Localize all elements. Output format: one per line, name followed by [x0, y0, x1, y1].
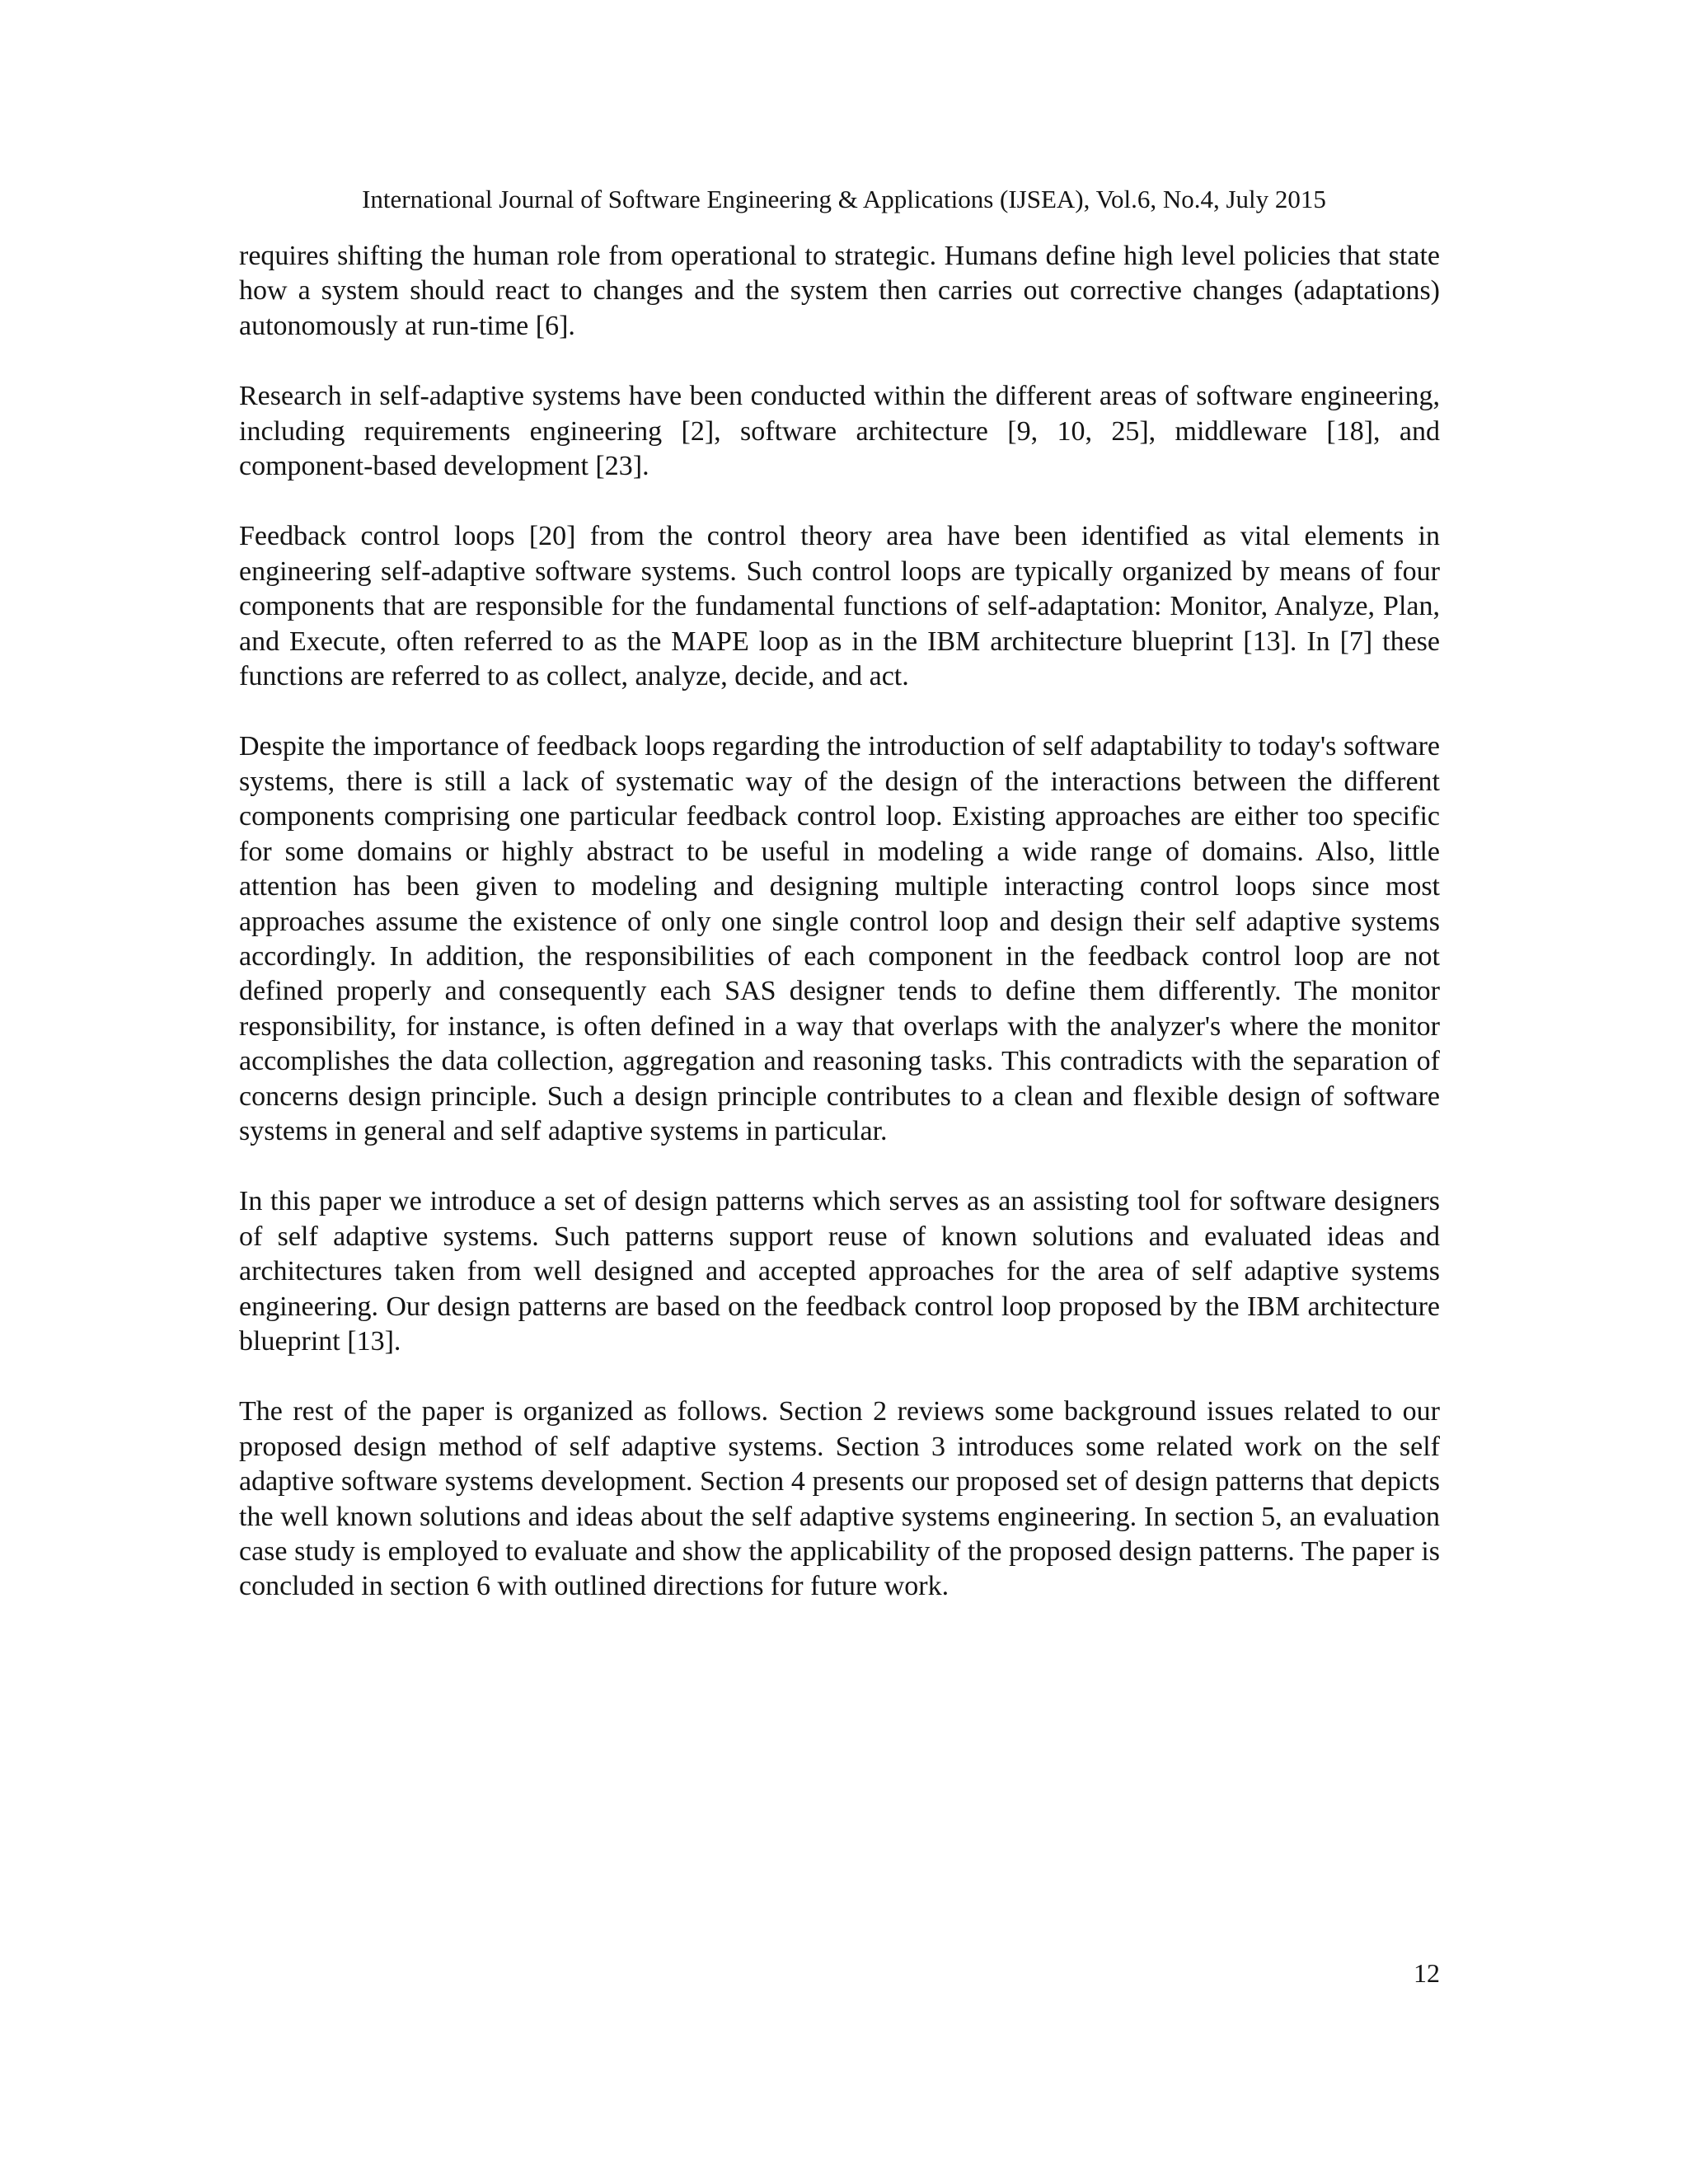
paragraph-1: requires shifting the human role from operational to strategic. Humans define high level policies that state how a system should react to changes and the system then carries out corrective changes (adaptations) autonomously at run-time [6].: [239, 241, 1440, 341]
page-number: 12: [1414, 1958, 1440, 1988]
paragraph-2: Research in self-adaptive systems have been conducted within the different areas of software engineering, including requirements engineering [2], software architecture [9, 10, 25], middleware [18], and component-based development [23].: [239, 381, 1440, 482]
paragraph-3: Feedback control loops [20] from the control theory area have been identified as vital elements in engineering self-adaptive software systems. Such control loops are typically organized by means of four components that are responsible for the fundamental functions of self-adaptation: Monitor, Analyze, Plan, and Execute, often referred to as the MAPE loop as in the IBM architecture blueprint [13]. In [7] these functions are referred to as collect, analyze, decide, and act.: [239, 521, 1440, 692]
paragraph-6: The rest of the paper is organized as follows. Section 2 reviews some background issues related to our proposed design method of self adaptive systems. Section 3 introduces some related work on the self adaptive software systems development. Section 4 presents our proposed set of design patterns that depicts the well known solutions and ideas about the self adaptive systems engineering. In section 5, an evaluation case study is employed to evaluate and show the applicability of the proposed design patterns. The paper is concluded in section 6 with outlined directions for future work.: [239, 1396, 1440, 1602]
running-header: International Journal of Software Engineering & Applications (IJSEA), Vol.6, No.4, July 2015: [362, 185, 1326, 213]
paragraph-5: In this paper we introduce a set of design patterns which serves as an assisting tool for software designers of self adaptive systems. Such patterns support reuse of known solutions and evaluated ideas and architectures taken from well designed and accepted approaches for the area of self adaptive systems engineering. Our design patterns are based on the feedback control loop proposed by the IBM architecture blueprint [13].: [239, 1186, 1440, 1357]
paragraph-4: Despite the importance of feedback loops regarding the introduction of self adaptability to today's software systems, there is still a lack of systematic way of the design of the interactions between the different components comprising one particular feedback control loop. Existing approaches are either too specific for some domains or highly abstract to be useful in modeling a wide range of domains. Also, little attention has been given to modeling and designing multiple interacting control loops since most approaches assume the existence of only one single control loop and design their self adaptive systems accordingly. In addition, the responsibilities of each component in the feedback control loop are not defined properly and consequently each SAS designer tends to define them differently. The monitor responsibility, for instance, is often defined in a way that overlaps with the analyzer's where the monitor accomplishes the data collection, aggregation and reasoning tasks. This contradicts with the separation of concerns design principle. Such a design principle contributes to a clean and flexible design of software systems in general and self adaptive systems in particular.: [239, 731, 1440, 1146]
body-text: [239, 239, 1440, 1640]
